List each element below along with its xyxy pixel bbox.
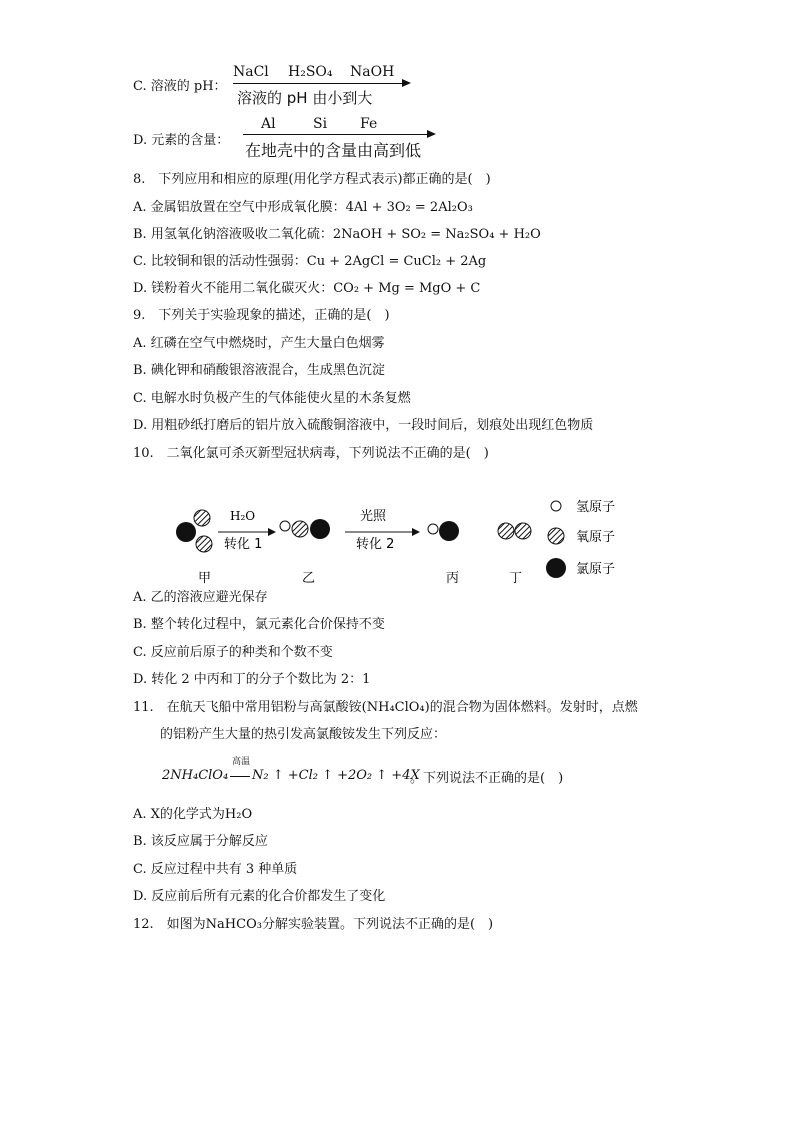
content-caption: 在地壳中的含量由高到低 [245, 141, 422, 160]
legend [546, 500, 615, 578]
q11-option-c: C. 反应过程中共有 3 种单质 [133, 862, 298, 877]
content-arrow-head [427, 130, 436, 138]
molecule-bing [428, 521, 459, 541]
element-si: Si [313, 116, 328, 132]
q8-stem: 8. 下列应用和相应的原理(用化学方程式表示)都正确的是( ) [133, 172, 491, 187]
q10-stem: 10. 二氧化氯可杀灭新型冠状病毒，下列说法不正确的是( ) [133, 446, 489, 461]
q8-option-b: B. 用氢氧化钠溶液吸收二氧化硫：2NaOH + SO₂ = Na₂SO₄ + H₂O [133, 227, 541, 242]
q9-option-d: D. 用粗砂纸打磨后的铝片放入硫酸铜溶液中，一段时间后，划痕处出现红色物质 [133, 418, 594, 433]
label-yi: 乙 [302, 571, 316, 586]
legend-hydrogen-label: 氢原子 [576, 500, 616, 515]
q12-stem: 12. 如图为NaHCO₃分解实验装置。下列说法不正确的是( ) [133, 917, 494, 932]
element-al: Al [261, 116, 276, 132]
q11-stem-line2: 的铝粉产生大量的热引发高氯酸铵发生下列反应： [160, 727, 447, 742]
q11-equation-rhs: N₂ ↑ +Cl₂ ↑ +2O₂ ↑ +4X [252, 768, 420, 783]
chem-h2so4: H₂SO₄ [288, 64, 333, 80]
arrow-1-head [268, 528, 276, 536]
q11-reaction-condition: 高温 [232, 757, 251, 767]
legend-oxygen-icon [548, 528, 564, 544]
q9-stem: 9. 下列关于实验现象的描述，正确的是( ) [133, 308, 390, 323]
element-fe: Fe [360, 116, 378, 132]
q10-option-b: B. 整个转化过程中，氯元素化合价保持不变 [133, 617, 385, 632]
q9-option-c: C. 电解水时负极产生的气体能使火星的木条复燃 [133, 391, 411, 406]
q11-equation-lhs: 2NH₄ClO₄ [162, 768, 229, 783]
option-d-content-label: D. 元素的含量： [133, 133, 230, 148]
q11-option-d: D. 反应前后所有元素的化合价都发生了变化 [133, 889, 386, 904]
q11-option-a: A. X的化学式为H₂O [133, 807, 253, 822]
arrow-2-bottom-label: 转化 2 [356, 537, 395, 552]
molecule-jia [176, 510, 212, 552]
q10-option-a: A. 乙的溶液应避光保存 [133, 590, 268, 605]
q11-equation-bar [230, 776, 250, 777]
ph-caption: 溶液的 pH 由小到大 [237, 89, 373, 107]
legend-hydrogen-icon [551, 501, 561, 511]
q10-option-c: C. 反应前后原子的种类和个数不变 [133, 645, 333, 660]
molecule-ding [498, 523, 531, 539]
arrow-2-head [412, 528, 420, 536]
content-arrow-line [243, 134, 428, 135]
legend-oxygen-label: 氧原子 [576, 530, 616, 545]
chem-nacl: NaCl [233, 64, 269, 80]
arrow-1-top-label: H₂O [230, 509, 256, 523]
label-ding: 丁 [509, 571, 523, 586]
q8-option-c: C. 比较铜和银的活动性强弱：Cu + 2AgCl = CuCl₂ + 2Ag [133, 254, 487, 269]
q10-option-d: D. 转化 2 中丙和丁的分子个数比为 2：1 [133, 672, 371, 687]
arrow-1-bottom-label: 转化 1 [224, 537, 263, 552]
arrow-2-top-label: 光照 [360, 509, 387, 524]
label-jia: 甲 [198, 571, 212, 586]
legend-chlorine-icon [546, 558, 566, 578]
q9-option-a: A. 红磷在空气中燃烧时，产生大量白色烟雾 [133, 336, 385, 351]
q9-option-b: B. 碘化钾和硝酸银溶液混合，生成黑色沉淀 [133, 363, 385, 378]
molecule-yi [280, 519, 330, 539]
q8-option-a: A. 金属铝放置在空气中形成氧化膜：4Al + 3O₂ = 2Al₂O₃ [133, 200, 473, 215]
q11-equation-tail: 。下列说法不正确的是( ) [410, 771, 564, 786]
chem-naoh: NaOH [350, 64, 395, 80]
q11-option-b: B. 该反应属于分解反应 [133, 834, 268, 849]
legend-chlorine-label: 氯原子 [576, 562, 616, 577]
option-c-ph-label: C. 溶液的 pH： [133, 79, 227, 94]
q8-option-d: D. 镁粉着火不能用二氧化碳灭火：CO₂ + Mg = MgO + C [133, 281, 481, 296]
ph-arrow-line [233, 83, 403, 84]
molecule-diagram [160, 488, 640, 588]
ph-arrow-head [402, 79, 411, 87]
q11-stem-line1: 11. 在航天飞船中常用铝粉与高氯酸铵(NH₄ClO₄)的混合物为固体燃料。发射时，点燃 [133, 700, 638, 715]
label-bing: 丙 [446, 571, 460, 586]
